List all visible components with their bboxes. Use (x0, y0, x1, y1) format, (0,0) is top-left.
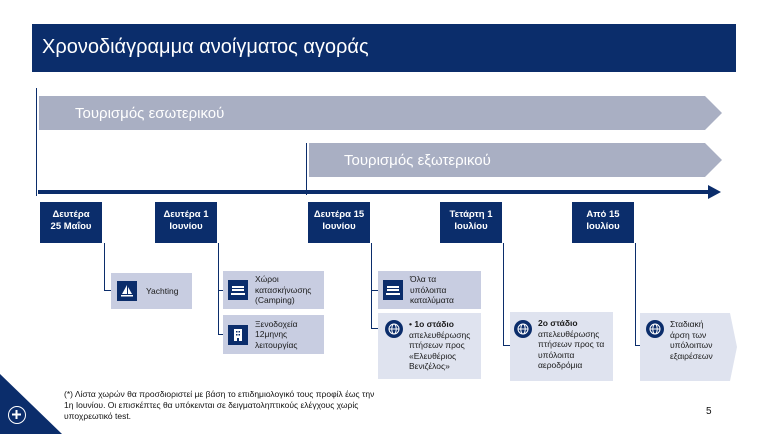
accommodation-text (410, 274, 454, 306)
date-line1: Δευτέρα (52, 209, 90, 220)
yachting-label: Yachting (146, 285, 179, 296)
bed-icon (383, 280, 403, 300)
timeline-arrow (38, 190, 710, 194)
emblem-icon (8, 406, 26, 424)
accommodation-card (378, 271, 481, 309)
stage1-line: απελευθέρωσης (409, 329, 471, 340)
date-line1: Τετάρτη 1 (449, 209, 493, 220)
stage1-card (378, 313, 481, 379)
date-june-1 (155, 202, 217, 243)
sailboat-icon (117, 281, 137, 301)
foreign-marker-line (306, 143, 307, 195)
camping-text (255, 274, 311, 306)
gradual-text (670, 319, 713, 361)
page-number: 5 (706, 406, 712, 417)
connector-yachting (104, 243, 111, 291)
date-line2: 25 Μαΐου (50, 221, 92, 232)
hotels-line: 12μηνης (255, 329, 288, 340)
stage1-text (409, 319, 470, 372)
domestic-tourism-label: Τουρισμός εσωτερικού (75, 105, 225, 122)
stage1-title: • 1ο στάδιο (409, 319, 454, 329)
hotels-card (223, 315, 324, 354)
date-may-25 (40, 202, 102, 243)
date-line2: Ιουνίου (169, 221, 203, 232)
date-line2: Ιουνίου (322, 221, 356, 232)
yachting-card (111, 273, 192, 309)
date-line1: Δευτέρα 1 (163, 209, 209, 220)
camping-line: (Camping) (255, 295, 295, 306)
gradual-line: υπόλοιπων (670, 340, 713, 350)
stage1-line: Βενιζέλος» (409, 361, 450, 371)
hotel-icon (228, 325, 248, 345)
stage1-line: «Ελευθέριος (409, 350, 457, 361)
globe-icon (646, 320, 664, 338)
corner-decoration (0, 374, 62, 434)
gradual-line: Σταδιακή (670, 319, 704, 329)
foreign-tourism-label: Τουρισμός εξωτερικού (344, 152, 491, 169)
hotels-line: λειτουργίας (255, 339, 298, 350)
gradual-line: εξαιρέσεων (670, 350, 713, 361)
stage2-line: απελευθέρωσης (538, 328, 600, 339)
accommodation-line: καταλύματα (410, 295, 454, 306)
camping-line: Χώροι (255, 274, 279, 285)
connector-stage2 (503, 243, 510, 346)
accommodation-line: υπόλοιπα (410, 284, 447, 295)
gradual-card (646, 318, 732, 361)
stage2-text (538, 318, 604, 371)
stage2-card (510, 312, 613, 381)
stage1-line: πτήσεων προς (409, 340, 465, 350)
gradual-line: άρση των (670, 329, 707, 340)
camping-card (223, 271, 324, 309)
date-line2: Ιουλίου (586, 221, 620, 232)
date-july-1 (440, 202, 502, 243)
stage2-title: 2ο στάδιο (538, 318, 578, 328)
hotels-text (255, 319, 298, 351)
globe-icon (385, 320, 403, 338)
connector-accommodation (371, 243, 378, 291)
tent-icon (228, 280, 248, 300)
date-june-15 (308, 202, 370, 243)
stage2-line: αεροδρόμια (538, 360, 583, 370)
hotels-line: Ξενοδοχεία (255, 318, 298, 329)
stage2-line: πτήσεων προς τα (538, 339, 605, 349)
accommodation-line: Όλα τα (410, 274, 437, 285)
page-title: Χρονοδιάγραμμα ανοίγματος αγοράς (42, 36, 369, 58)
globe-icon (514, 320, 532, 338)
date-line2: Ιουλίου (454, 221, 488, 232)
timeline-arrowhead (708, 185, 721, 199)
date-line1: Από 15 (586, 209, 620, 220)
footnote: (*) Λίστα χωρών θα προσδιοριστεί με βάση το επιδημιολογικό τους προφίλ έως την 1η Ιουνίου. Οι επισκέπτες θα υπόκεινται σε δειγματοληπτικούς ελέγχους χωρίς υποχρεωτικό test. (64, 389, 375, 421)
date-july-15 (572, 202, 634, 243)
camping-line: κατασκήνωσης (255, 284, 312, 295)
connector-stage1 (371, 290, 378, 329)
start-marker-line (36, 88, 37, 196)
stage2-line: υπόλοιπα (538, 349, 575, 360)
date-line1: Δευτέρα 15 (313, 209, 365, 220)
